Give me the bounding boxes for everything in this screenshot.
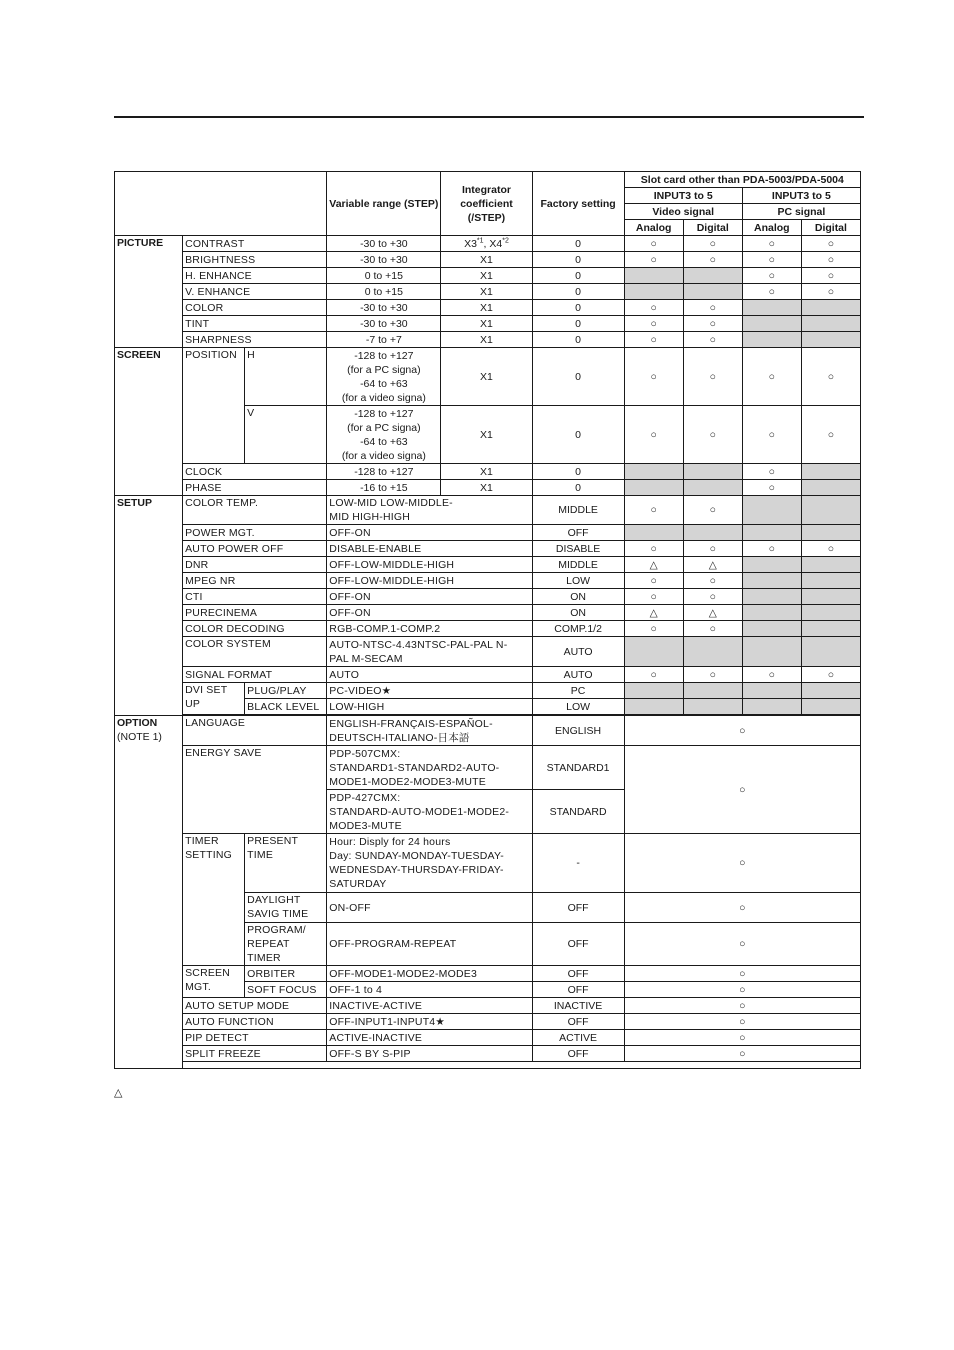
circle-mark: ○: [624, 667, 683, 683]
item-sublabel: DAYLIGHT SAVIG TIME: [245, 893, 327, 923]
range-cell: OFF-S BY S-PIP: [327, 1046, 532, 1062]
table-row: [115, 589, 861, 605]
factory-cell: 0: [532, 332, 624, 348]
range-cell: -128 to +127 (for a PC signa) -64 to +63 (for a video signa): [327, 348, 441, 406]
na-cell: [801, 589, 860, 605]
na-cell: [742, 605, 801, 621]
table-row: [115, 496, 861, 525]
na-cell: [624, 683, 683, 699]
table-row: [115, 480, 861, 496]
na-cell: [624, 268, 683, 284]
factory-cell: 0: [532, 268, 624, 284]
factory-cell: 0: [532, 300, 624, 316]
range-cell: OFF-INPUT1-INPUT4★: [327, 1014, 532, 1030]
item-label: PURECINEMA: [183, 605, 327, 621]
circle-mark: ○: [624, 834, 860, 893]
item-label: POWER MGT.: [183, 525, 327, 541]
circle-mark: ○: [624, 332, 683, 348]
header-factory: Factory setting: [532, 172, 624, 236]
na-cell: [742, 496, 801, 525]
circle-mark: ○: [683, 348, 742, 406]
coef-cell: X1: [441, 284, 532, 300]
factory-cell: 0: [532, 480, 624, 496]
circle-mark: ○: [742, 667, 801, 683]
item-sublabel: V: [245, 406, 327, 464]
na-cell: [742, 683, 801, 699]
factory-cell: PC: [532, 683, 624, 699]
item-label: TIMER SETTING: [183, 834, 245, 966]
range-cell: OFF-1 to 4: [327, 982, 532, 998]
na-cell: [801, 316, 860, 332]
table-row: [115, 716, 861, 746]
range-cell: OFF-LOW-MIDDLE-HIGH: [327, 573, 532, 589]
factory-cell: 0: [532, 236, 624, 252]
na-cell: [683, 464, 742, 480]
item-label: TINT: [183, 316, 327, 332]
item-label: ENERGY SAVE: [183, 746, 327, 834]
coef-cell: X1: [441, 316, 532, 332]
table-row: [115, 998, 861, 1014]
na-cell: [801, 525, 860, 541]
triangle-mark: △: [624, 557, 683, 573]
factory-cell: INACTIVE: [532, 998, 624, 1014]
item-label: COLOR SYSTEM: [183, 637, 327, 667]
na-cell: [742, 699, 801, 715]
factory-cell: OFF: [532, 923, 624, 966]
circle-mark: ○: [624, 406, 683, 464]
na-cell: [801, 332, 860, 348]
circle-mark: ○: [624, 573, 683, 589]
table-row: [115, 1014, 861, 1030]
factory-cell: 0: [532, 252, 624, 268]
coef-cell: X1: [441, 406, 532, 464]
table-row: [115, 332, 861, 348]
na-cell: [624, 525, 683, 541]
table-row: [115, 316, 861, 332]
na-cell: [742, 300, 801, 316]
range-cell: LOW-HIGH: [327, 699, 532, 715]
circle-mark: ○: [801, 236, 860, 252]
circle-mark: ○: [624, 316, 683, 332]
top-rule: [114, 116, 864, 118]
circle-mark: ○: [624, 621, 683, 637]
na-cell: [683, 268, 742, 284]
circle-mark: ○: [742, 464, 801, 480]
item-sublabel: PLUG/PLAY: [245, 683, 327, 699]
coef-cell: X1: [441, 348, 532, 406]
range-cell: OFF-PROGRAM-REPEAT: [327, 923, 532, 966]
na-cell: [683, 525, 742, 541]
header-variable-range: Variable range (STEP): [327, 172, 441, 236]
header-pc: PC signal: [742, 204, 860, 220]
circle-mark: ○: [624, 236, 683, 252]
range-cell: LOW-MID LOW-MIDDLE- MID HIGH-HIGH: [327, 496, 532, 525]
circle-mark: ○: [801, 406, 860, 464]
item-sublabel: SOFT FOCUS: [245, 982, 327, 998]
item-label: DVI SET UP: [183, 683, 245, 715]
item-label: SIGNAL FORMAT: [183, 667, 327, 683]
header-input-b: INPUT3 to 5: [742, 188, 860, 204]
factory-cell: ENGLISH: [532, 716, 624, 746]
table-row: [115, 541, 861, 557]
triangle-mark: △: [683, 605, 742, 621]
circle-mark: ○: [683, 332, 742, 348]
range-cell: OFF-ON: [327, 589, 532, 605]
header-analog: Analog: [742, 220, 801, 236]
range-cell: AUTO: [327, 667, 532, 683]
factory-cell: OFF: [532, 1046, 624, 1062]
range-cell: OFF-MODE1-MODE2-MODE3: [327, 966, 532, 982]
circle-mark: ○: [683, 496, 742, 525]
item-label: V. ENHANCE: [183, 284, 327, 300]
range-cell: INACTIVE-ACTIVE: [327, 998, 532, 1014]
header-video: Video signal: [624, 204, 742, 220]
table-row: [115, 464, 861, 480]
table-row: [115, 557, 861, 573]
table-row: [115, 573, 861, 589]
range-cell: ON-OFF: [327, 893, 532, 923]
table-row: [115, 605, 861, 621]
table-row: [115, 525, 861, 541]
factory-cell: OFF: [532, 525, 624, 541]
circle-mark: ○: [683, 589, 742, 605]
range-cell: -7 to +7: [327, 332, 441, 348]
na-cell: [742, 557, 801, 573]
item-label: POSITION: [183, 348, 245, 464]
circle-mark: ○: [801, 541, 860, 557]
range-cell: OFF-ON: [327, 525, 532, 541]
coef-cell: X1: [441, 480, 532, 496]
na-cell: [624, 480, 683, 496]
factory-cell: OFF: [532, 893, 624, 923]
circle-mark: ○: [624, 893, 860, 923]
item-sublabel: PROGRAM/ REPEAT TIMER: [245, 923, 327, 966]
factory-cell: ON: [532, 605, 624, 621]
item-label: AUTO SETUP MODE: [183, 998, 327, 1014]
item-label: SHARPNESS: [183, 332, 327, 348]
na-cell: [801, 683, 860, 699]
header-integrator: Integrator coefficient (/STEP): [441, 172, 532, 236]
factory-cell: STANDARD: [532, 790, 624, 834]
table-row: [115, 268, 861, 284]
header-input-a: INPUT3 to 5: [624, 188, 742, 204]
factory-cell: ON: [532, 589, 624, 605]
table-row: [115, 1062, 861, 1069]
factory-cell: 0: [532, 284, 624, 300]
coef-cell: X1: [441, 300, 532, 316]
item-label: DNR: [183, 557, 327, 573]
na-cell: [742, 316, 801, 332]
circle-mark: ○: [683, 541, 742, 557]
range-cell: -16 to +15: [327, 480, 441, 496]
na-cell: [801, 621, 860, 637]
coef-cell: X1: [441, 268, 532, 284]
table-row: [115, 1030, 861, 1046]
factory-cell: AUTO: [532, 667, 624, 683]
range-cell: -30 to +30: [327, 252, 441, 268]
factory-cell: STANDARD1: [532, 746, 624, 790]
range-cell: OFF-LOW-MIDDLE-HIGH: [327, 557, 532, 573]
header-digital: Digital: [683, 220, 742, 236]
circle-mark: ○: [624, 923, 860, 966]
na-cell: [683, 699, 742, 715]
item-label: COLOR: [183, 300, 327, 316]
item-label: SPLIT FREEZE: [183, 1046, 327, 1062]
range-cell: PDP-427CMX: STANDARD-AUTO-MODE1-MODE2- MODE3-MUTE: [327, 790, 532, 834]
na-cell: [742, 621, 801, 637]
na-cell: [624, 637, 683, 667]
range-cell: Hour: Disply for 24 hours Day: SUNDAY-MONDAY-TUESDAY- WEDNESDAY-THURSDAY-FRIDAY- SATURDAY: [327, 834, 532, 893]
table-row: [115, 236, 861, 252]
item-label: H. ENHANCE: [183, 268, 327, 284]
section-setup: SETUP: [115, 496, 183, 716]
factory-cell: LOW: [532, 699, 624, 715]
item-label: AUTO FUNCTION: [183, 1014, 327, 1030]
item-label: MPEG NR: [183, 573, 327, 589]
na-cell: [624, 464, 683, 480]
na-cell: [742, 332, 801, 348]
item-label: COLOR DECODING: [183, 621, 327, 637]
circle-mark: ○: [683, 621, 742, 637]
circle-mark: ○: [624, 252, 683, 268]
circle-mark: ○: [624, 746, 860, 834]
item-sublabel: PRESENT TIME: [245, 834, 327, 893]
na-cell: [801, 300, 860, 316]
item-sublabel: ORBITER: [245, 966, 327, 982]
range-cell: -30 to +30: [327, 236, 441, 252]
coef-cell: X1: [441, 252, 532, 268]
item-label: PIP DETECT: [183, 1030, 327, 1046]
na-cell: [683, 480, 742, 496]
na-cell: [742, 589, 801, 605]
table-row: [115, 834, 861, 893]
na-cell: [801, 573, 860, 589]
item-label: COLOR TEMP.: [183, 496, 327, 525]
na-cell: [801, 496, 860, 525]
circle-mark: ○: [801, 252, 860, 268]
header-digital: Digital: [801, 220, 860, 236]
item-sublabel: BLACK LEVEL: [245, 699, 327, 715]
circle-mark: ○: [742, 268, 801, 284]
range-cell: ACTIVE-INACTIVE: [327, 1030, 532, 1046]
factory-cell: 0: [532, 316, 624, 332]
section-screen: SCREEN: [115, 348, 183, 496]
range-cell: -128 to +127: [327, 464, 441, 480]
circle-mark: ○: [624, 716, 860, 746]
range-cell: DISABLE-ENABLE: [327, 541, 532, 557]
circle-mark: ○: [624, 348, 683, 406]
range-cell: PDP-507CMX: STANDARD1-STANDARD2-AUTO- MODE1-MODE2-MODE3-MUTE: [327, 746, 532, 790]
circle-mark: ○: [742, 284, 801, 300]
circle-mark: ○: [624, 541, 683, 557]
circle-mark: ○: [624, 982, 860, 998]
circle-mark: ○: [624, 1030, 860, 1046]
range-cell: AUTO-NTSC-4.43NTSC-PAL-PAL N- PAL M-SECAM: [327, 637, 532, 667]
circle-mark: ○: [624, 1014, 860, 1030]
factory-cell: 0: [532, 464, 624, 480]
circle-mark: ○: [683, 406, 742, 464]
na-cell: [624, 699, 683, 715]
table-row: [115, 621, 861, 637]
table-row: [115, 746, 861, 790]
item-label: LANGUAGE: [183, 716, 327, 746]
na-cell: [742, 637, 801, 667]
circle-mark: ○: [742, 348, 801, 406]
table-row: [115, 1046, 861, 1062]
circle-mark: ○: [683, 667, 742, 683]
circle-mark: ○: [683, 573, 742, 589]
factory-cell: COMP.1/2: [532, 621, 624, 637]
circle-mark: ○: [742, 252, 801, 268]
header-blank: [115, 172, 327, 236]
circle-mark: ○: [624, 589, 683, 605]
factory-cell: AUTO: [532, 637, 624, 667]
na-cell: [801, 699, 860, 715]
circle-mark: ○: [624, 966, 860, 982]
na-cell: [801, 637, 860, 667]
circle-mark: ○: [624, 300, 683, 316]
coef-cell: X3$^{*1}$, X4$^{*2}$: [441, 236, 532, 252]
item-label: BRIGHTNESS: [183, 252, 327, 268]
triangle-mark: △: [683, 557, 742, 573]
item-label: AUTO POWER OFF: [183, 541, 327, 557]
header-analog: Analog: [624, 220, 683, 236]
range-cell: OFF-ON: [327, 605, 532, 621]
na-cell: [801, 480, 860, 496]
circle-mark: ○: [683, 300, 742, 316]
footnote-triangle-icon: △: [114, 1087, 123, 1099]
table-row: [115, 284, 861, 300]
section-option: OPTION (NOTE 1): [115, 716, 183, 1069]
item-label: CONTRAST: [183, 236, 327, 252]
circle-mark: ○: [742, 480, 801, 496]
table-row: [115, 966, 861, 982]
table-row: [115, 300, 861, 316]
table-row: [115, 683, 861, 699]
range-cell: -128 to +127 (for a PC signa) -64 to +63 (for a video signa): [327, 406, 441, 464]
factory-cell: ACTIVE: [532, 1030, 624, 1046]
coef-cell: X1: [441, 464, 532, 480]
table-row: [115, 637, 861, 667]
circle-mark: ○: [624, 1046, 860, 1062]
circle-mark: ○: [624, 496, 683, 525]
range-cell: -30 to +30: [327, 300, 441, 316]
na-cell: [624, 284, 683, 300]
item-label: CTI: [183, 589, 327, 605]
factory-cell: OFF: [532, 966, 624, 982]
na-cell: [683, 284, 742, 300]
circle-mark: ○: [683, 252, 742, 268]
factory-cell: OFF: [532, 982, 624, 998]
range-cell: ENGLISH-FRANÇAIS-ESPAÑOL- DEUTSCH-ITALIANO-日本語: [327, 716, 532, 746]
table-row: [115, 252, 861, 268]
circle-mark: ○: [801, 348, 860, 406]
factory-cell: -: [532, 834, 624, 893]
coef-cell: X1: [441, 332, 532, 348]
circle-mark: ○: [742, 541, 801, 557]
factory-cell: MIDDLE: [532, 557, 624, 573]
factory-cell: DISABLE: [532, 541, 624, 557]
circle-mark: ○: [742, 236, 801, 252]
factory-cell: 0: [532, 406, 624, 464]
table-bottom-pad: [183, 1062, 861, 1069]
section-picture: PICTURE: [115, 236, 183, 348]
circle-mark: ○: [801, 268, 860, 284]
na-cell: [801, 605, 860, 621]
table-row: [115, 667, 861, 683]
range-cell: -30 to +30: [327, 316, 441, 332]
range-cell: PC-VIDEO★: [327, 683, 532, 699]
na-cell: [683, 637, 742, 667]
circle-mark: ○: [624, 998, 860, 1014]
circle-mark: ○: [683, 316, 742, 332]
item-sublabel: H: [245, 348, 327, 406]
range-cell: 0 to +15: [327, 268, 441, 284]
na-cell: [742, 573, 801, 589]
item-label: CLOCK: [183, 464, 327, 480]
triangle-mark: △: [624, 605, 683, 621]
factory-cell: LOW: [532, 573, 624, 589]
factory-cell: 0: [532, 348, 624, 406]
header-slot: Slot card other than PDA-5003/PDA-5004: [624, 172, 860, 188]
settings-table: [114, 171, 861, 1069]
table-row: [115, 348, 861, 406]
circle-mark: ○: [801, 667, 860, 683]
na-cell: [742, 525, 801, 541]
circle-mark: ○: [683, 236, 742, 252]
item-label: PHASE: [183, 480, 327, 496]
circle-mark: ○: [742, 406, 801, 464]
factory-cell: MIDDLE: [532, 496, 624, 525]
na-cell: [801, 464, 860, 480]
circle-mark: ○: [801, 284, 860, 300]
item-label: SCREEN MGT.: [183, 966, 245, 998]
range-cell: 0 to +15: [327, 284, 441, 300]
na-cell: [801, 557, 860, 573]
factory-cell: OFF: [532, 1014, 624, 1030]
range-cell: RGB-COMP.1-COMP.2: [327, 621, 532, 637]
na-cell: [683, 683, 742, 699]
